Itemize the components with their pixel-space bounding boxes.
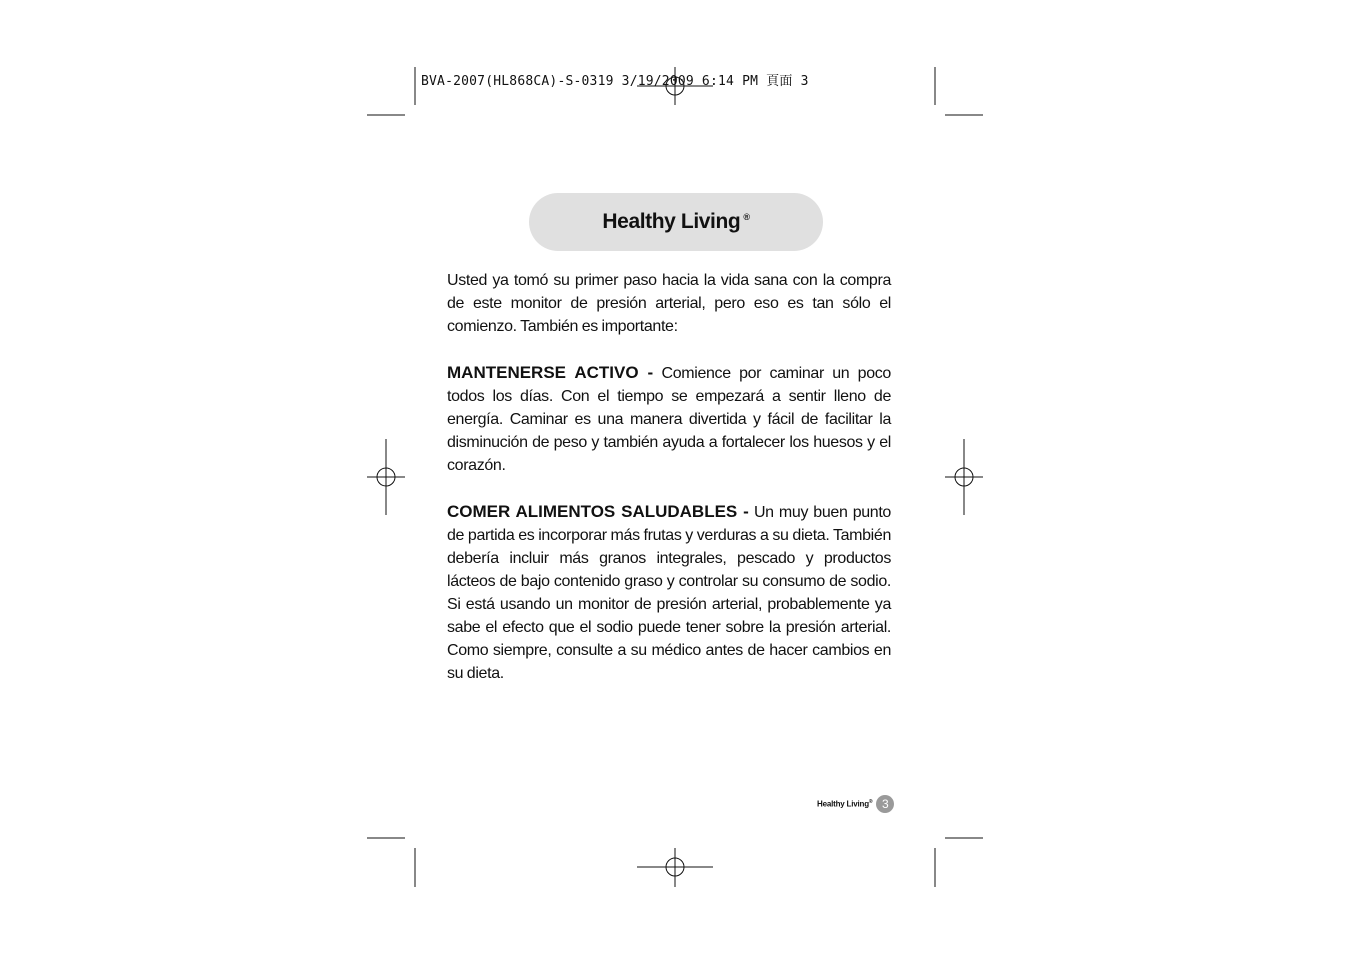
- page-title: [602, 210, 749, 234]
- footer-registered-mark: ®: [868, 799, 873, 806]
- intro-paragraph: Usted ya tomó su primer paso hacia la vida sana con la compra de este monitor de presión arterial, pero eso es tan sólo el comienzo. También es importante:: [447, 272, 891, 335]
- section-active: [447, 361, 891, 477]
- page-title-text: Healthy Living: [602, 210, 741, 233]
- section-text: Un muy buen punto de partida es incorporar más frutas y verduras a su dieta. También debería incluir más granos integrales, pescado y productos lácteos de bajo contenido graso y controlar su consumo de sodio. Si está usando un monitor de presión arterial, probablemente ya sabe el efecto que el sodio puede tener sobre la presión arterial. Como siempre, consulte a su médico antes de hacer cambios en su dieta.: [447, 504, 891, 682]
- section-heading: MANTENERSE ACTIVO -: [447, 363, 654, 382]
- page-footer: [817, 795, 894, 813]
- section-healthy-eating: [447, 500, 891, 685]
- print-slug: BVA-2007(HL868CA)-S-0319 3/19/2009 6:14 PM 頁面 3: [421, 74, 809, 89]
- title-banner: [529, 193, 823, 251]
- registration-mark-left: [367, 439, 405, 515]
- body-text: [447, 269, 891, 708]
- section-text: Comience por caminar un poco todos los días. Con el tiempo se empezará a sentir lleno de energía. Caminar es una manera divertida y fácil de facilitar la disminución de peso y también ayuda a fortalecer los huesos y el corazón.: [447, 365, 891, 474]
- footer-label: [817, 799, 872, 809]
- registered-mark: ®: [743, 212, 750, 222]
- footer-label-text: Healthy Living: [817, 799, 869, 809]
- registration-mark-right: [945, 439, 983, 515]
- registration-mark-bottom: [637, 848, 713, 887]
- page-number-badge: 3: [876, 795, 894, 813]
- section-heading: COMER ALIMENTOS SALUDABLES -: [447, 502, 749, 521]
